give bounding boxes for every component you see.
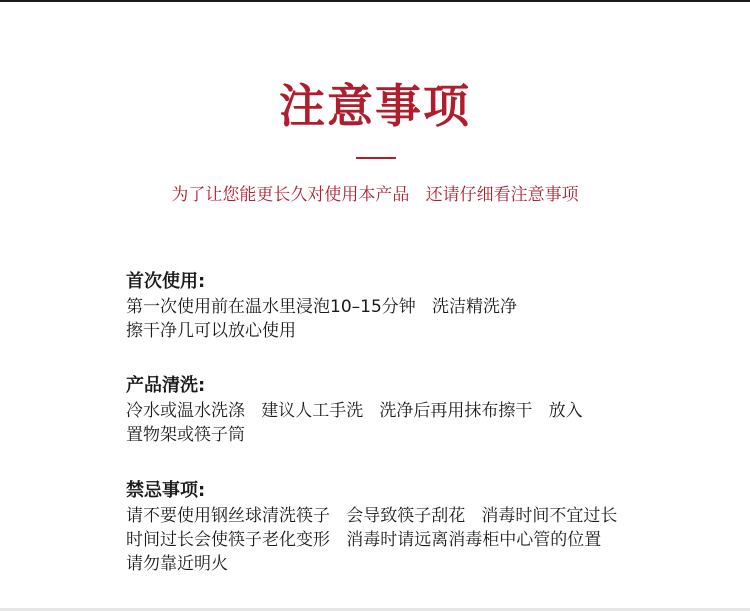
section-line: 请勿靠近明火: [126, 554, 228, 574]
section-line: 第一次使用前在温水里浸泡10–15分钟 洗洁精洗净: [126, 297, 517, 317]
section-heading: 首次使用:: [126, 271, 206, 292]
page-title: 注意事项: [279, 79, 471, 133]
section-heading: 禁忌事项:: [126, 480, 206, 501]
title-divider: [356, 157, 396, 159]
section-first-use: [126, 271, 726, 343]
page-subtitle: 为了让您能更长久对使用本产品 还请仔细看注意事项: [171, 185, 579, 205]
section-line: 时间过长会使筷子老化变形 消毒时请远离消毒柜中心管的位置: [126, 530, 602, 550]
section-prohibitions: [126, 480, 726, 576]
section-line: 擦干净几可以放心使用: [126, 321, 296, 341]
section-line: 置物架或筷子筒: [126, 425, 245, 445]
section-line: 冷水或温水洗涤 建议人工手洗 洗净后再用抹布擦干 放入: [126, 401, 583, 421]
section-cleaning: [126, 375, 726, 447]
top-border: [0, 0, 750, 2]
section-line: 请不要使用钢丝球清洗筷子 会导致筷子刮花 消毒时间不宜过长: [126, 506, 618, 526]
section-heading: 产品清洗:: [126, 375, 206, 396]
